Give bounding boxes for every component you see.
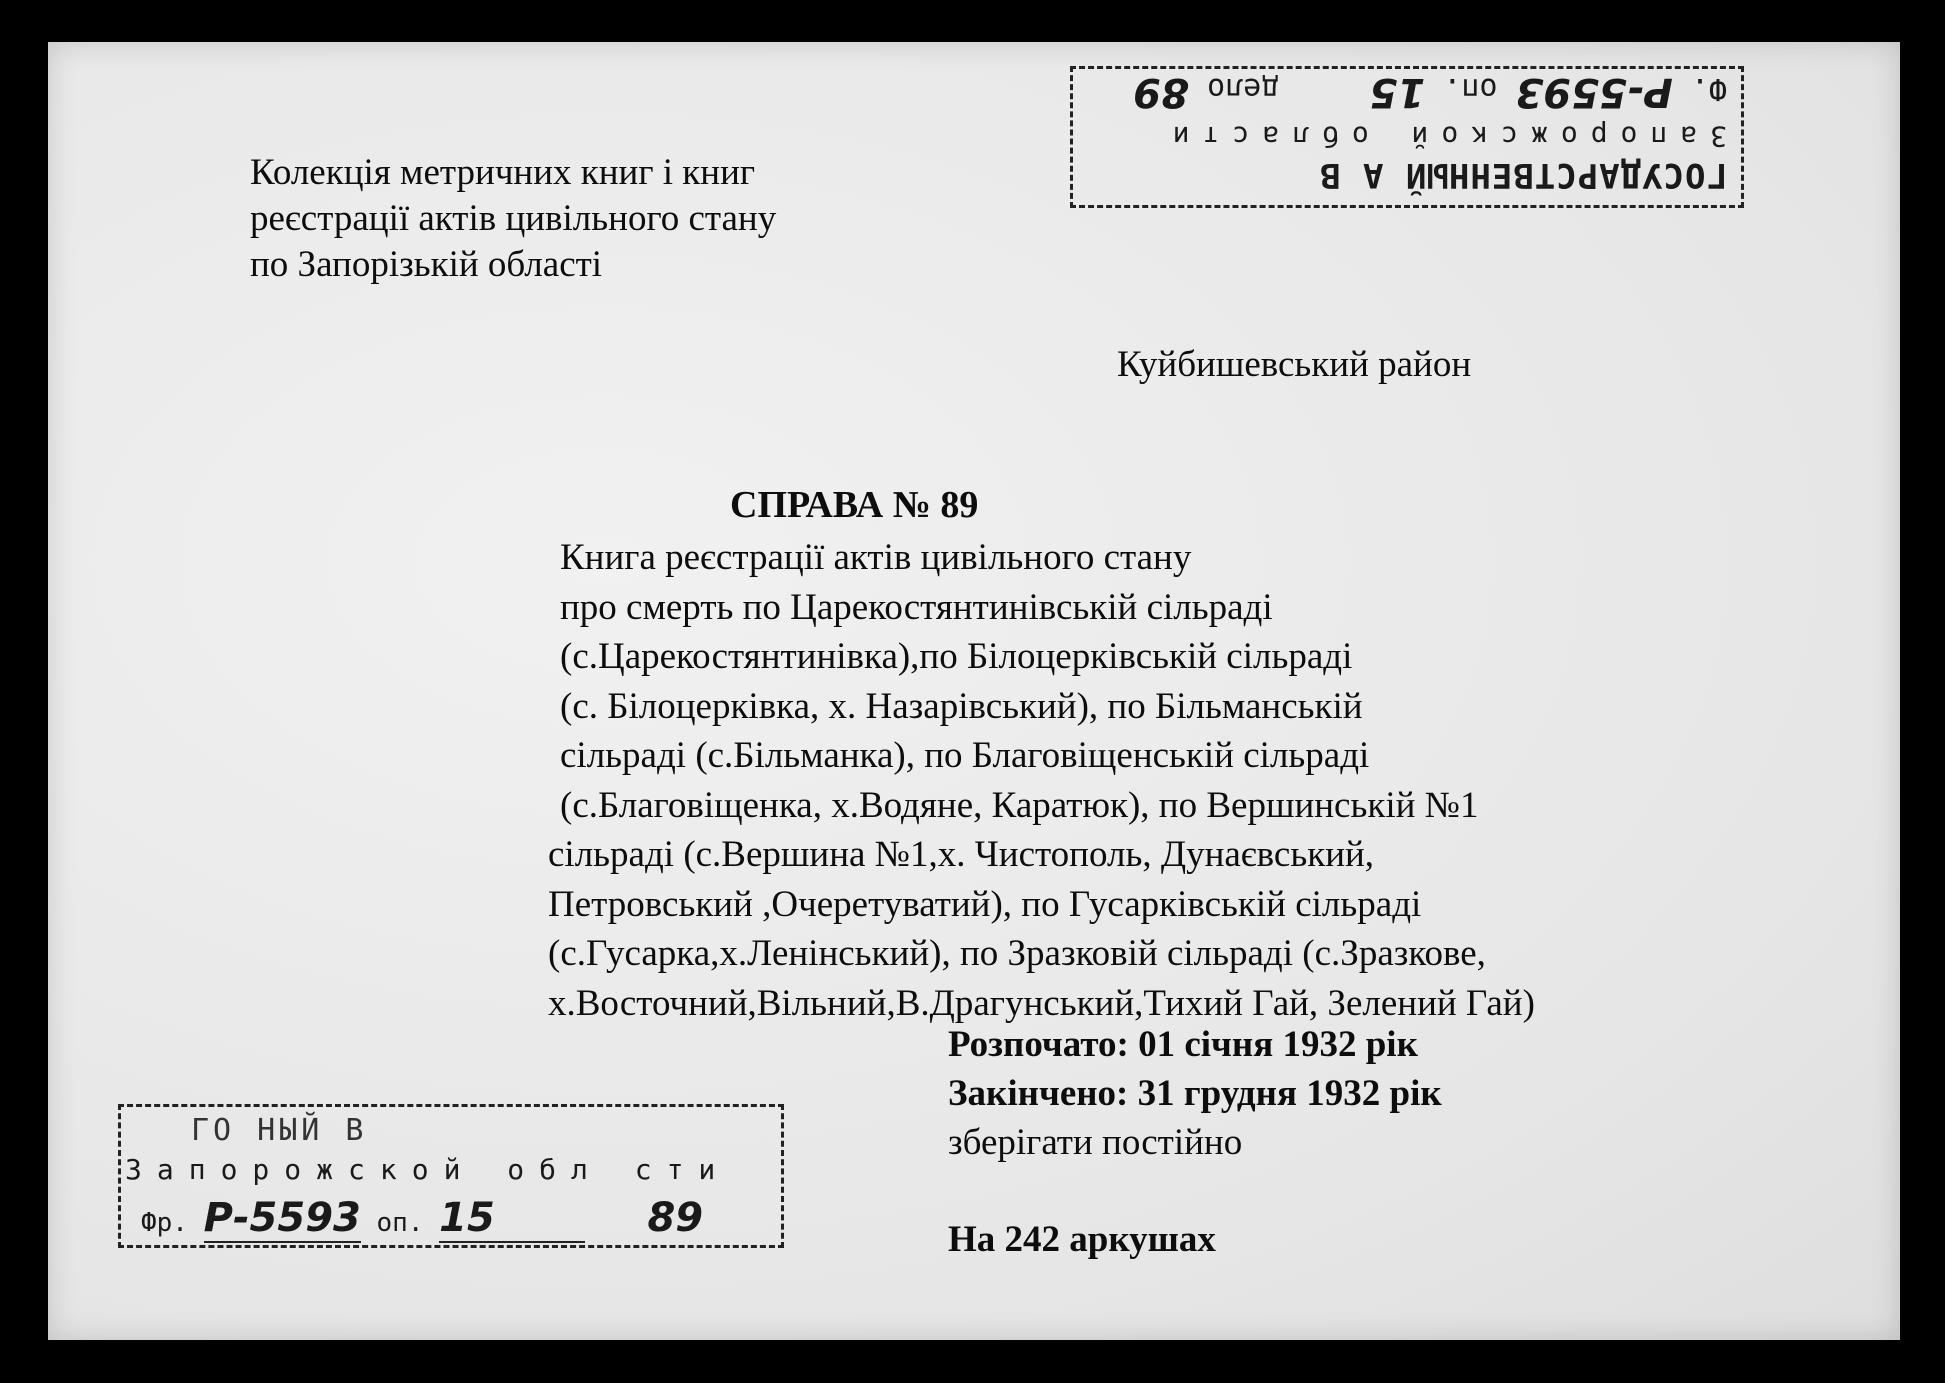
collection-line: Колекція метричних книг і книг — [250, 152, 756, 193]
retention-note: зберігати постійно — [948, 1122, 1243, 1163]
stamp-top-opis-value: 15 — [1369, 69, 1426, 115]
case-dates — [948, 1020, 1442, 1167]
stamp-top-delo-value: 89 — [1133, 69, 1189, 115]
stamp-bottom-archive-name: ГО НЫЙ В — [191, 1113, 368, 1148]
archive-stamp-top — [1070, 66, 1744, 208]
description-line: Петровський ,Очеретуватий), по Гусарківській сільраді — [548, 883, 1422, 925]
collection-header — [250, 150, 776, 288]
started-date: Розпочато: 01 січня 1932 рік — [948, 1024, 1418, 1065]
stamp-top-fond-label: Ф. — [1690, 71, 1727, 106]
description-line: х.Восточний,Вільний,В.Драгунський,Тихий Гай, Зелений Гай) — [548, 982, 1535, 1024]
archive-stamp-bottom — [118, 1104, 784, 1248]
description-line: (с.Царекостянтинівка),по Білоцерківській сільраді — [560, 636, 1353, 677]
stamp-bottom-opis-value: 15 — [439, 1195, 585, 1243]
sheet-count: На 242 аркушах — [948, 1219, 1216, 1260]
collection-line: по Запорізькій області — [250, 244, 603, 285]
stamp-top-opis-label: оп. — [1443, 71, 1498, 106]
stamp-bottom-region: Запорожской обл сти — [125, 1153, 731, 1186]
description-line: (с.Благовіщенка, х.Водяне, Каратюк), по Вершинській №1 — [560, 784, 1479, 826]
description-line: Книга реєстрації актів цивільного стану — [560, 537, 1192, 578]
description-line: (с. Білоцерківка, х. Назарівський), по Більманській — [560, 685, 1363, 727]
stamp-bottom-fond-label: Фр. — [141, 1208, 188, 1238]
stamp-bottom-fond-value: Р-5593 — [203, 1195, 361, 1241]
case-description — [505, 533, 1535, 1028]
description-line: про смерть по Царекостянтинівській сільраді — [560, 586, 1273, 628]
stamp-top-refs — [1133, 69, 1727, 115]
stamp-top-delo-label: дело — [1207, 71, 1280, 106]
description-line: сільраді (с.Більманка), по Благовіщенській сільраді — [560, 735, 1370, 776]
collection-line: реєстрації актів цивільного стану — [250, 198, 777, 239]
finished-date: Закінчено: 31 грудня 1932 рік — [948, 1073, 1442, 1114]
case-title: СПРАВА № 89 — [730, 484, 979, 526]
stamp-bottom-opis-label: оп. — [376, 1208, 424, 1238]
stamp-top-region: Запорожской области — [1159, 120, 1727, 153]
description-line: сільраді (с.Вершина №1,х. Чистополь, Дунаєвський, — [548, 834, 1375, 875]
stamp-top-archive-name: ГОСУДАРСТВЕННЫЙ А В — [1319, 155, 1727, 195]
description-line: (с.Гусарка,х.Ленінський), по Зразковій сільраді (с.Зразкове, — [548, 933, 1486, 974]
district-name: Куйбишевський район — [1117, 344, 1472, 385]
stamp-bottom-delo-value: 89 — [647, 1195, 704, 1241]
stamp-bottom-refs — [141, 1195, 703, 1243]
stamp-top-fond-value: Р-5593 — [1515, 69, 1673, 115]
